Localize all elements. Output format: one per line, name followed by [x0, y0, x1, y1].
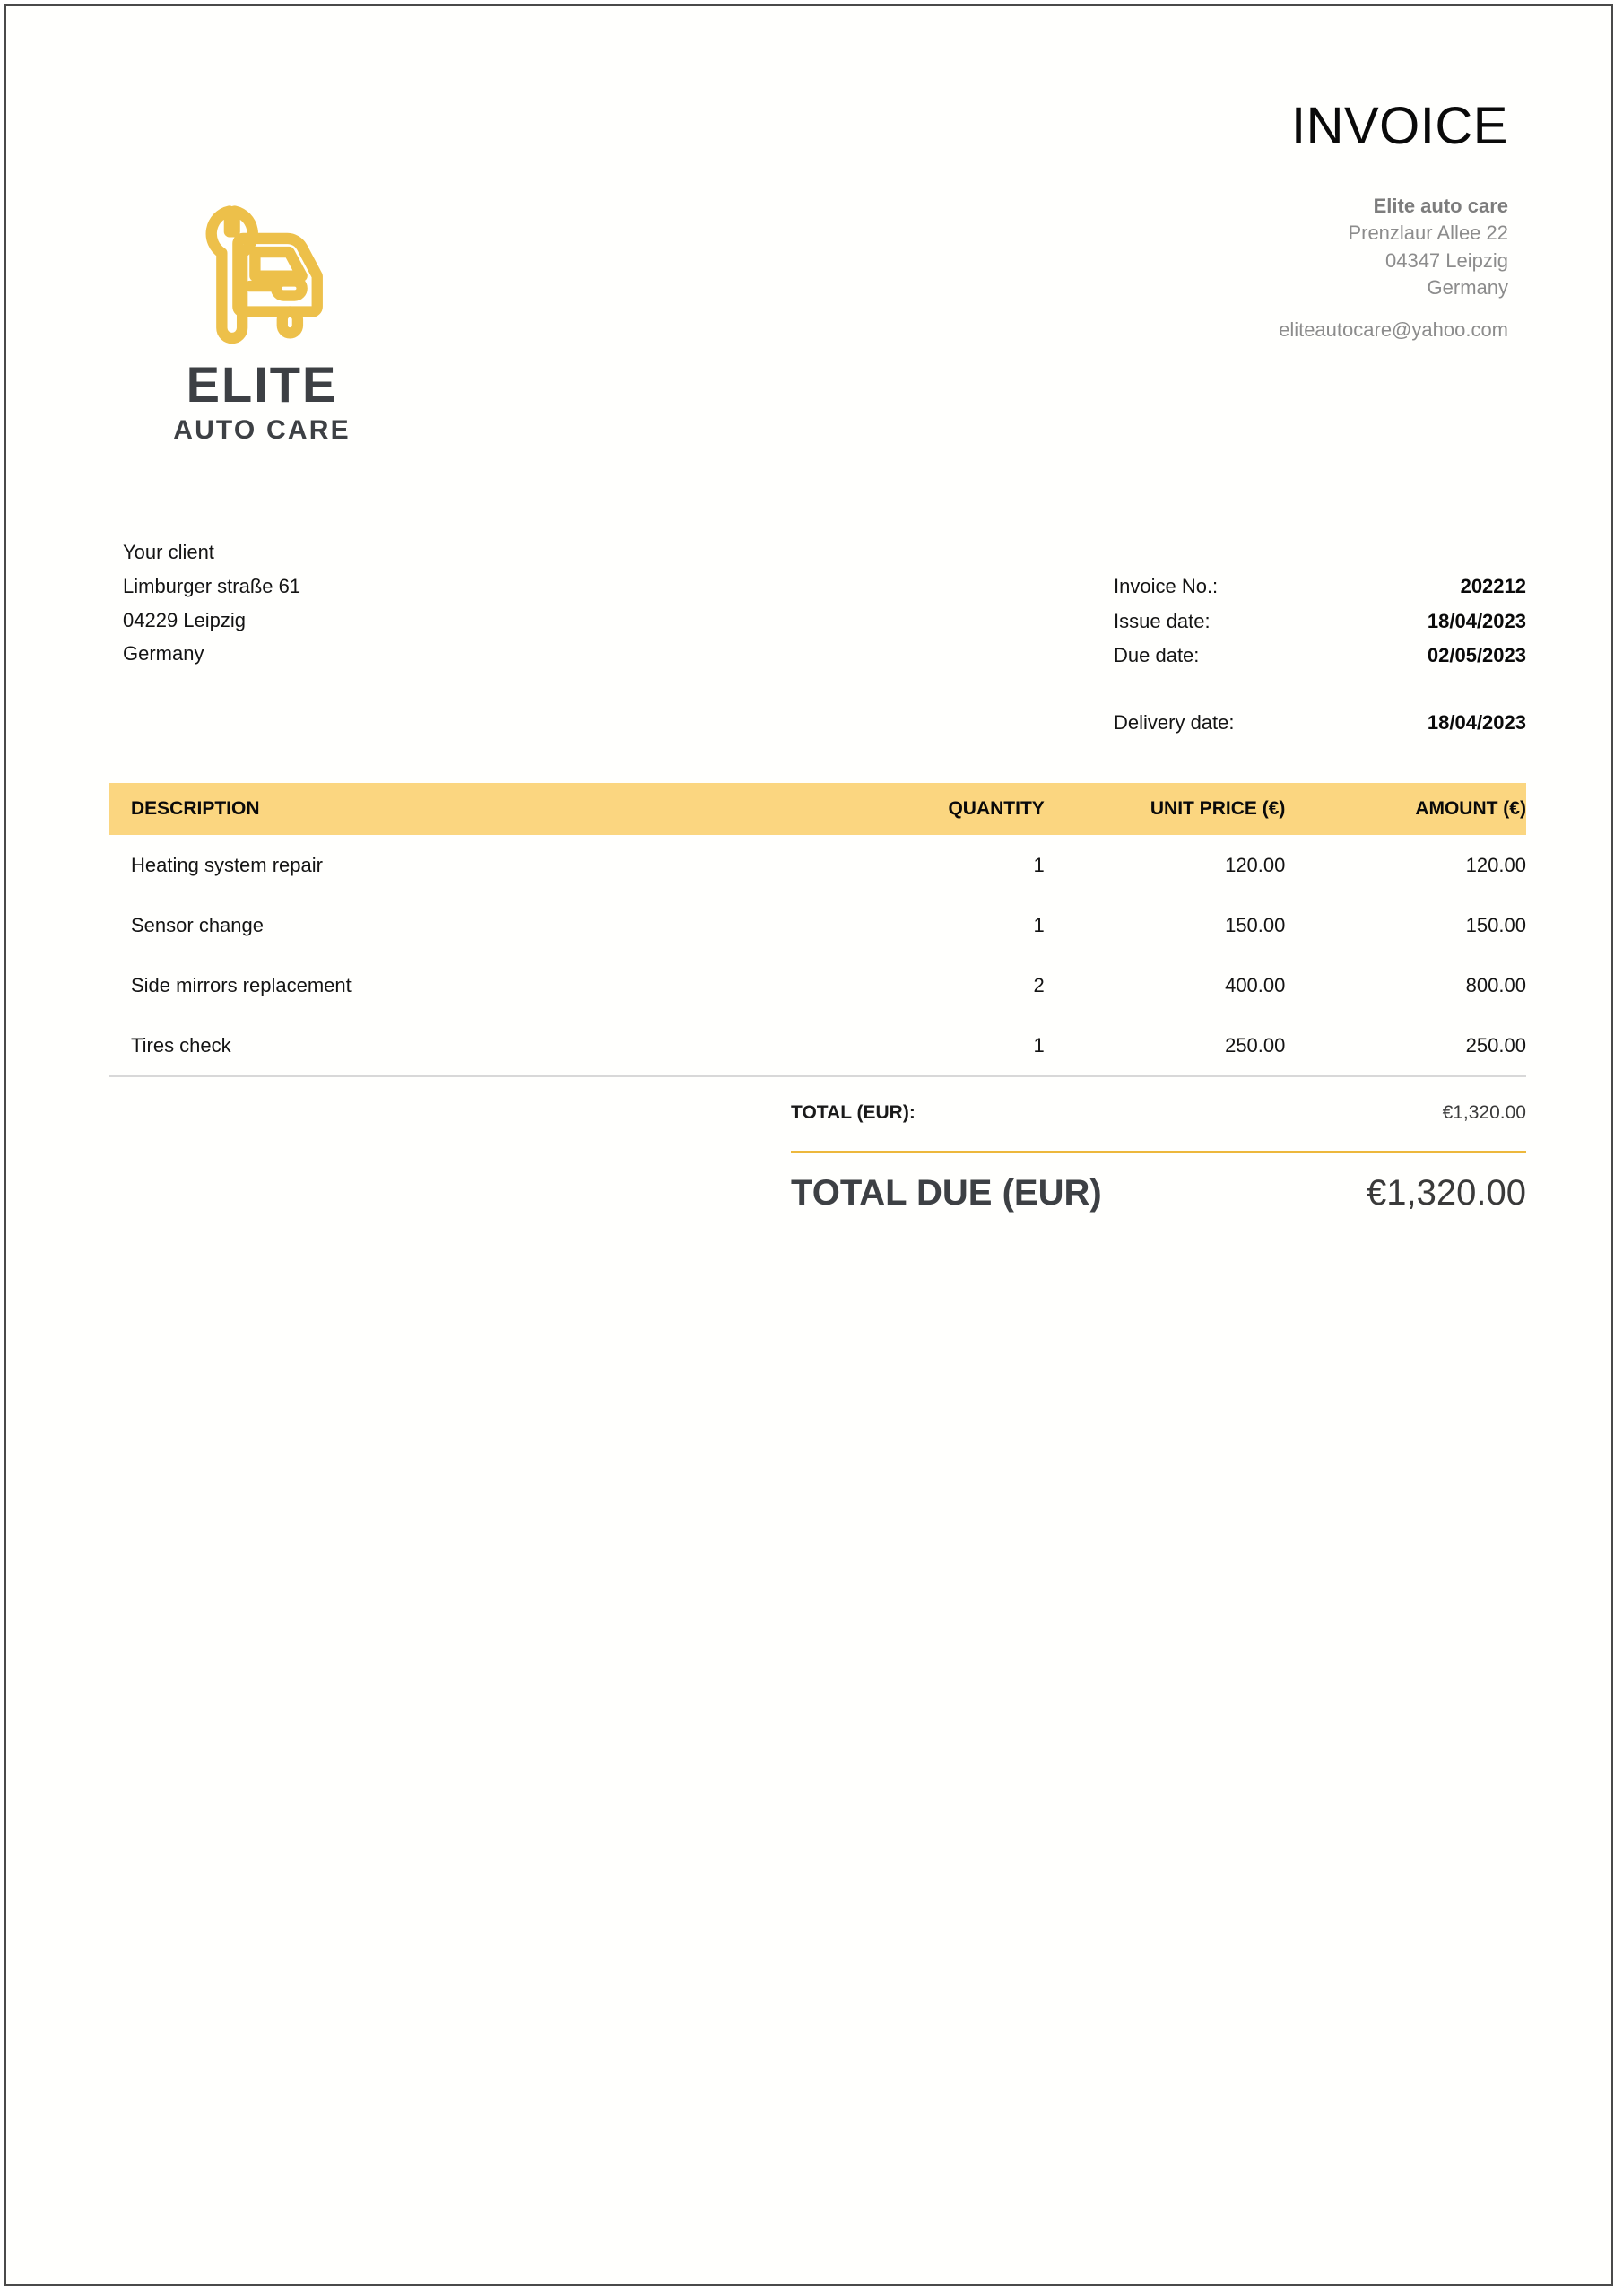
cell-description: Heating system repair	[131, 853, 323, 876]
cell-amount: 250.00	[1465, 1033, 1526, 1057]
total-row	[791, 1102, 1526, 1145]
totals-accent-divider	[791, 1151, 1526, 1153]
meta-label: Due date:	[1114, 644, 1200, 666]
logo-brand-text: ELITE	[186, 356, 338, 413]
client-address-block	[123, 535, 300, 671]
cell-quantity: 1	[1033, 853, 1045, 876]
cell-description: Side mirrors replacement	[131, 973, 352, 996]
column-header-quantity: QUANTITY	[948, 798, 1045, 819]
cell-unit-price: 150.00	[1225, 913, 1286, 936]
wrench-shape	[212, 212, 253, 339]
table-row	[109, 895, 1526, 955]
page-title: INVOICE	[1291, 97, 1508, 155]
table-bottom-divider	[109, 1075, 1526, 1077]
meta-row-issue-date	[1114, 604, 1526, 639]
meta-label: Delivery date:	[1114, 710, 1235, 734]
cell-unit-price: 120.00	[1225, 853, 1286, 876]
meta-value: 18/04/2023	[1427, 609, 1526, 632]
company-logo	[150, 186, 374, 444]
company-address-line-1: Prenzlaur Allee 22	[1348, 222, 1508, 245]
meta-row-due-date	[1114, 639, 1526, 674]
meta-label: Issue date:	[1114, 609, 1211, 632]
company-email[interactable]: eliteautocare@yahoo.com	[1279, 318, 1508, 341]
client-address-line-2: 04229 Leipzig	[123, 608, 247, 631]
client-address-line-1: Limburger straße 61	[123, 574, 301, 597]
logo-tagline-text: AUTO CARE	[173, 415, 351, 445]
company-address-line-2: 04347 Leipzig	[1384, 248, 1508, 272]
table-header-row	[109, 783, 1526, 835]
column-header-amount: AMOUNT (€)	[1415, 798, 1526, 819]
cell-amount: 120.00	[1465, 853, 1526, 876]
total-due-label: TOTAL DUE (EUR)	[791, 1173, 1102, 1213]
cell-amount: 800.00	[1465, 973, 1526, 996]
client-name: Your client	[123, 541, 214, 563]
total-due-value: €1,320.00	[1367, 1173, 1526, 1213]
table-row	[109, 835, 1526, 895]
company-name: Elite auto care	[1373, 195, 1508, 217]
column-header-description: DESCRIPTION	[131, 798, 260, 819]
total-value: €1,320.00	[1442, 1102, 1526, 1123]
meta-value: 202212	[1460, 575, 1526, 597]
total-due-row	[791, 1173, 1526, 1213]
cell-unit-price: 250.00	[1225, 1033, 1286, 1057]
cell-quantity: 1	[1033, 1033, 1045, 1057]
cell-unit-price: 400.00	[1225, 973, 1286, 996]
total-label: TOTAL (EUR):	[791, 1102, 916, 1123]
meta-row-invoice-number	[1114, 570, 1526, 604]
cell-quantity: 2	[1033, 973, 1045, 996]
cell-description: Tires check	[131, 1033, 231, 1057]
meta-value: 02/05/2023	[1427, 644, 1526, 666]
invoice-meta-block	[1114, 570, 1526, 740]
cell-description: Sensor change	[131, 913, 264, 936]
meta-label: Invoice No.:	[1114, 575, 1219, 597]
totals-block	[791, 1102, 1526, 1213]
table-row	[109, 955, 1526, 1015]
invoice-page	[4, 4, 1613, 2286]
wrench-car-icon	[177, 186, 347, 356]
company-address-block	[1348, 193, 1508, 301]
client-country: Germany	[123, 642, 204, 665]
column-header-unit-price: UNIT PRICE (€)	[1150, 798, 1286, 819]
line-items-table	[109, 783, 1526, 1077]
meta-value: 18/04/2023	[1427, 710, 1526, 734]
cell-amount: 150.00	[1465, 913, 1526, 936]
table-row	[109, 1015, 1526, 1075]
cell-quantity: 1	[1033, 913, 1045, 936]
company-country: Germany	[1427, 276, 1508, 300]
meta-row-delivery-date	[1114, 706, 1526, 741]
